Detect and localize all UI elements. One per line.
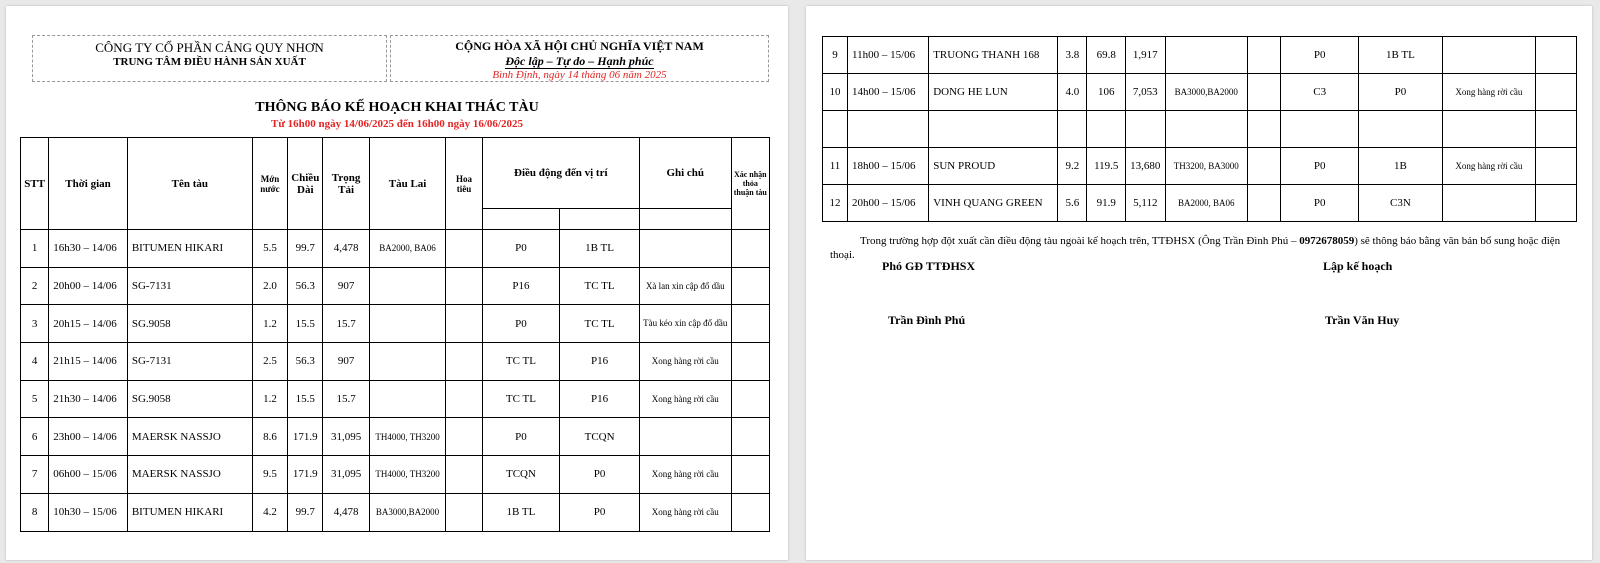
cell-tonnage: 31,095 <box>323 456 369 494</box>
cell-draft: 1.2 <box>252 380 287 418</box>
cell-length: 56.3 <box>288 267 323 305</box>
col-length: Chiều Dài <box>288 138 323 230</box>
cell-time: 16h30 – 14/06 <box>49 230 128 268</box>
cell-tonnage: 31,095 <box>323 418 369 456</box>
cell-note <box>1442 37 1536 74</box>
col-move: Điều động đến vị trí <box>482 138 639 209</box>
cell-length: 15.5 <box>288 305 323 343</box>
cell-ship <box>929 111 1058 148</box>
col-stt: STT <box>21 138 49 230</box>
signature-left-title: Phó GĐ TTĐHSX <box>882 259 976 273</box>
cell-from <box>1281 111 1359 148</box>
cell-tug: TH4000, TH3200 <box>369 456 446 494</box>
cell-time: 14h00 – 15/06 <box>847 74 928 111</box>
cell-ship: DONG HE LUN <box>929 74 1058 111</box>
signature-right-name: Trần Văn Huy <box>1325 313 1400 327</box>
col-pilot: Hoa tiêu <box>446 138 482 230</box>
cell-stt: 9 <box>823 37 848 74</box>
cell-tonnage <box>1126 111 1166 148</box>
cell-tonnage: 5,112 <box>1126 185 1166 222</box>
cell-draft: 9.2 <box>1058 148 1087 185</box>
cell-confirm <box>1536 111 1577 148</box>
cell-pilot <box>1247 37 1280 74</box>
table-row <box>21 456 770 494</box>
cell-ship: BITUMEN HIKARI <box>127 493 252 531</box>
cell-to: TC TL <box>560 305 640 343</box>
cell-pilot <box>1247 74 1280 111</box>
cell-draft: 2.0 <box>252 267 287 305</box>
cell-to: P16 <box>560 380 640 418</box>
cell-note: Xong hàng rời cầu <box>1442 74 1536 111</box>
date-line: Bình Định, ngày 14 tháng 06 năm 2025 <box>492 69 667 81</box>
cell-to: P16 <box>560 343 640 381</box>
cell-tug: BA2000, BA06 <box>1165 185 1247 222</box>
document-title: THÔNG BÁO KẾ HOẠCH KHAI THÁC TÀU <box>255 100 539 115</box>
cell-tug: BA3000,BA2000 <box>369 493 446 531</box>
cell-to: 1B TL <box>560 230 640 268</box>
cell-note: Tàu kéo xin cập đổ dầu <box>639 305 731 343</box>
cell-pilot <box>446 230 482 268</box>
cell-ship: SG-7131 <box>127 267 252 305</box>
cell-confirm <box>731 305 769 343</box>
cell-tonnage: 15.7 <box>323 305 369 343</box>
cell-from: 1B TL <box>482 493 560 531</box>
cell-time: 06h00 – 15/06 <box>49 456 128 494</box>
document-subtitle: Từ 16h00 ngày 14/06/2025 đến 16h00 ngày 16/06/2025 <box>270 118 523 130</box>
table-row <box>21 305 770 343</box>
page-2 <box>806 6 1592 560</box>
cell-tug: BA3000,BA2000 <box>1165 74 1247 111</box>
cell-pilot <box>446 380 482 418</box>
cell-pilot <box>446 418 482 456</box>
cell-confirm <box>1536 74 1577 111</box>
cell-draft <box>1058 111 1087 148</box>
cell-pilot <box>1247 185 1280 222</box>
cell-draft: 3.8 <box>1058 37 1087 74</box>
cell-note: Xong hàng rời cầu <box>1442 148 1536 185</box>
cell-time: 21h15 – 14/06 <box>49 343 128 381</box>
cell-note: Xà lan xin cập đổ dầu <box>639 267 731 305</box>
cell-time: 18h00 – 15/06 <box>847 148 928 185</box>
cell-tug: TH3200, BA3000 <box>1165 148 1247 185</box>
cell-from: TC TL <box>482 380 560 418</box>
center-name: TRUNG TÂM ĐIỀU HÀNH SẢN XUẤT <box>113 56 306 68</box>
cell-time <box>847 111 928 148</box>
nation-name: CỘNG HÒA XÃ HỘI CHỦ NGHĨA VIỆT NAM <box>455 39 704 53</box>
cell-length: 119.5 <box>1087 148 1126 185</box>
cell-draft: 9.5 <box>252 456 287 494</box>
cell-pilot <box>446 343 482 381</box>
cell-note: Xong hàng rời cầu <box>639 380 731 418</box>
cell-tonnage: 4,478 <box>323 493 369 531</box>
cell-draft: 2.5 <box>252 343 287 381</box>
cell-to: P0 <box>560 493 640 531</box>
cell-stt: 7 <box>21 456 49 494</box>
cell-length: 99.7 <box>288 230 323 268</box>
nation-header <box>390 35 769 82</box>
cell-ship: VINH QUANG GREEN <box>929 185 1058 222</box>
cell-time: 23h00 – 14/06 <box>49 418 128 456</box>
cell-confirm <box>731 230 769 268</box>
cell-from: TC TL <box>482 343 560 381</box>
cell-tug <box>369 380 446 418</box>
cell-note <box>1442 185 1536 222</box>
table-row <box>21 493 770 531</box>
col-draft: Mớn nước <box>252 138 287 230</box>
table-row <box>823 111 1577 148</box>
ship-plan-table-continued <box>822 36 1577 222</box>
table-row <box>823 148 1577 185</box>
cell-ship: SG.9058 <box>127 305 252 343</box>
cell-to: C3N <box>1359 185 1442 222</box>
cell-tug <box>1165 37 1247 74</box>
page-1 <box>6 6 788 560</box>
cell-length <box>1087 111 1126 148</box>
cell-stt: 11 <box>823 148 848 185</box>
national-motto: Độc lập – Tự do – Hạnh phúc <box>505 54 654 68</box>
cell-confirm <box>731 343 769 381</box>
cell-from: P0 <box>482 418 560 456</box>
cell-draft: 4.0 <box>1058 74 1087 111</box>
cell-length: 15.5 <box>288 380 323 418</box>
cell-time: 20h00 – 14/06 <box>49 267 128 305</box>
cell-tonnage: 1,917 <box>1126 37 1166 74</box>
table-row <box>823 185 1577 222</box>
cell-tug <box>369 305 446 343</box>
cell-tug <box>369 343 446 381</box>
cell-tonnage: 907 <box>323 343 369 381</box>
cell-from: P0 <box>482 230 560 268</box>
cell-time: 20h00 – 15/06 <box>847 185 928 222</box>
cell-note: Xong hàng rời cầu <box>639 493 731 531</box>
cell-note <box>639 230 731 268</box>
cell-length: 56.3 <box>288 343 323 381</box>
contact-phone: 0972678059 <box>1299 235 1355 247</box>
company-header <box>32 35 387 82</box>
cell-tonnage: 7,053 <box>1126 74 1166 111</box>
cell-note: Xong hàng rời cầu <box>639 343 731 381</box>
cell-from: P0 <box>1281 185 1359 222</box>
cell-pilot <box>1247 148 1280 185</box>
cell-stt <box>823 111 848 148</box>
cell-confirm <box>1536 185 1577 222</box>
cell-time: 20h15 – 14/06 <box>49 305 128 343</box>
col-confirm: Xác nhận thỏa thuận tàu <box>731 138 769 230</box>
cell-time: 10h30 – 15/06 <box>49 493 128 531</box>
col-ship: Tên tàu <box>127 138 252 230</box>
cell-stt: 1 <box>21 230 49 268</box>
cell-stt: 5 <box>21 380 49 418</box>
cell-from: C3 <box>1281 74 1359 111</box>
cell-confirm <box>731 456 769 494</box>
cell-time: 21h30 – 14/06 <box>49 380 128 418</box>
cell-from: TCQN <box>482 456 560 494</box>
table-row <box>21 267 770 305</box>
cell-from: P0 <box>1281 148 1359 185</box>
cell-tug: BA2000, BA06 <box>369 230 446 268</box>
col-tonnage: Trọng Tải <box>323 138 369 230</box>
cell-from: P16 <box>482 267 560 305</box>
cell-ship: SG-7131 <box>127 343 252 381</box>
cell-stt: 2 <box>21 267 49 305</box>
cell-length: 171.9 <box>288 418 323 456</box>
cell-pilot <box>446 305 482 343</box>
cell-note: Xong hàng rời cầu <box>639 456 731 494</box>
cell-tonnage: 4,478 <box>323 230 369 268</box>
cell-stt: 3 <box>21 305 49 343</box>
cell-ship: BITUMEN HIKARI <box>127 230 252 268</box>
cell-tug: TH4000, TH3200 <box>369 418 446 456</box>
cell-ship: SG.9058 <box>127 380 252 418</box>
cell-draft: 5.6 <box>1058 185 1087 222</box>
company-name: CÔNG TY CỔ PHẦN CẢNG QUY NHƠN <box>95 40 324 55</box>
cell-note <box>1442 111 1536 148</box>
cell-confirm <box>1536 148 1577 185</box>
table-row <box>823 37 1577 74</box>
cell-stt: 10 <box>823 74 848 111</box>
cell-draft: 5.5 <box>252 230 287 268</box>
footnote: Trong trường hợp đột xuất cần điều động tàu ngoài kế hoạch trên, TTĐHSX (Ông Trần Đình Phú – 0972678059) sẽ thông báo bằng văn bản bổ sung hoặc điện thoại. <box>830 235 1561 261</box>
cell-to: 1B TL <box>1359 37 1442 74</box>
cell-pilot <box>446 456 482 494</box>
cell-to: 1B <box>1359 148 1442 185</box>
cell-from: P0 <box>1281 37 1359 74</box>
cell-pilot <box>446 267 482 305</box>
cell-to: P0 <box>560 456 640 494</box>
cell-from: P0 <box>482 305 560 343</box>
table-row <box>21 343 770 381</box>
cell-to: TCQN <box>560 418 640 456</box>
cell-pilot <box>1247 111 1280 148</box>
table-row <box>21 380 770 418</box>
table-row <box>823 74 1577 111</box>
cell-length: 106 <box>1087 74 1126 111</box>
cell-tonnage: 15.7 <box>323 380 369 418</box>
cell-confirm <box>731 418 769 456</box>
cell-ship: TRUONG THANH 168 <box>929 37 1058 74</box>
cell-length: 171.9 <box>288 456 323 494</box>
cell-note <box>639 418 731 456</box>
cell-confirm <box>731 493 769 531</box>
signature-left-name: Trần Đình Phú <box>888 313 966 327</box>
cell-stt: 6 <box>21 418 49 456</box>
cell-stt: 12 <box>823 185 848 222</box>
cell-pilot <box>446 493 482 531</box>
cell-stt: 8 <box>21 493 49 531</box>
signature-right-title: Lập kế hoạch <box>1323 259 1393 273</box>
cell-stt: 4 <box>21 343 49 381</box>
cell-to <box>1359 111 1442 148</box>
cell-tonnage: 13,680 <box>1126 148 1166 185</box>
table-row <box>21 418 770 456</box>
ship-plan-table <box>20 137 770 532</box>
table-row <box>21 230 770 268</box>
cell-ship: MAERSK NASSJO <box>127 418 252 456</box>
cell-draft: 4.2 <box>252 493 287 531</box>
cell-length: 69.8 <box>1087 37 1126 74</box>
col-tug: Tàu Lai <box>369 138 446 230</box>
col-note: Ghi chú <box>639 138 731 209</box>
cell-confirm <box>1536 37 1577 74</box>
cell-tug <box>1165 111 1247 148</box>
cell-confirm <box>731 380 769 418</box>
col-time: Thời gian <box>49 138 128 230</box>
cell-draft: 1.2 <box>252 305 287 343</box>
cell-tonnage: 907 <box>323 267 369 305</box>
cell-tug <box>369 267 446 305</box>
cell-length: 91.9 <box>1087 185 1126 222</box>
cell-confirm <box>731 267 769 305</box>
cell-draft: 8.6 <box>252 418 287 456</box>
cell-ship: MAERSK NASSJO <box>127 456 252 494</box>
cell-ship: SUN PROUD <box>929 148 1058 185</box>
cell-time: 11h00 – 15/06 <box>847 37 928 74</box>
cell-to: P0 <box>1359 74 1442 111</box>
cell-length: 99.7 <box>288 493 323 531</box>
cell-to: TC TL <box>560 267 640 305</box>
